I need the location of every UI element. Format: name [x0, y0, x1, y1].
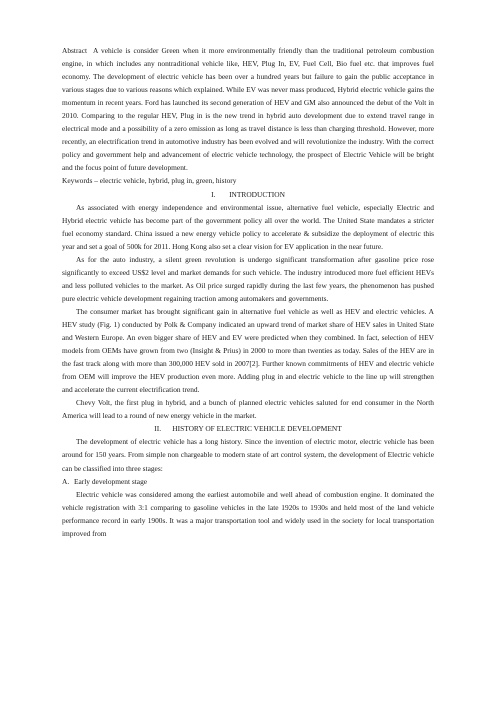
- section-number: II.: [154, 424, 162, 434]
- paragraph: Chevy Volt, the first plug in hybrid, and a bunch of planned electric vehicles saluted for end consumer in the North America will lead to a round of new energy vehicle in the market.: [62, 398, 434, 421]
- section-number: I.: [211, 189, 216, 199]
- subsection-letter: A.: [62, 476, 70, 486]
- section-title: HISTORY OF ELECTRIC VEHICLE DEVELOPMENT: [172, 424, 342, 434]
- abstract: [62, 44, 434, 174]
- paragraph: Electric vehicle was considered among the earliest automobile and well ahead of combustion engine. It dominated the vehicle registration with 3:1 comparing to gasoline vehicles in the late 1920s to 1930s and held most of the land vehicle performance record in early 1900s. It was a major transportation tool and widely used in the society for local transportation improved from: [62, 489, 434, 538]
- paragraph: As for the auto industry, a silent green revolution is undergo significant transformation after gasoline price rose significantly to exceed US$2 level and market demands for such vehicle. The industry introduced more fuel efficient HEVs and less polluted vehicles to the market. As Oil price surged rapidly during the last few years, the phenomenon has pushed pure electric vehicle development regaining traction among automakers and governments.: [62, 254, 434, 303]
- subsection-title: Early development stage: [74, 476, 148, 486]
- subsection-heading: [62, 475, 434, 488]
- section-heading-introduction: [62, 188, 434, 201]
- paragraph: As associated with energy independence and environmental issue, alternative fuel vehicle, especially Electric and Hybrid electric vehicle has become part of the government policy all over the world. The United State mandates a stricter fuel economy standard. China issued a new energy vehicle policy to accelerate & subsidize the deployment of electric this year and set a goal of 500k for 2011. Hong Kong also set a clear vision for EV application in the near future.: [62, 202, 434, 251]
- keywords: Keywords – electric vehicle, hybrid, plug in, green, history: [62, 176, 237, 186]
- abstract-text: A vehicle is consider Green when it more environmentally friendly than the traditional petroleum combustion engine, in which includes any nontraditional vehicle like, HEV, Plug In, EV, Fuel Cell, Bio fuel etc. that improves fuel economy. The development of electric vehicle has been over a hundred years but failure to gain the public acceptance in various stages due to various reasons which explained. While EV was never mass produced, Hybrid electric vehicle gains the momentum in recent years. Ford has launched its second generation of HEV and GM also announced the debut of the Volt in 2010. Comparing to the regular HEV, Plug in is the new trend in hybrid auto development due to extend travel range in electrical mode and a possibility of a zero emission as long as travel distance is less than charging threshold. However, more recently, an electrification trend in automotive industry has been evolved and will revolutionize the industry. With the correct policy and government help and advancement of electric vehicle technology, the prospect of Electric Vehicle will be bright and the focus point of future development.: [62, 46, 434, 173]
- page-content: [62, 44, 434, 540]
- paragraph: The development of electric vehicle has a long history. Since the invention of electric motor, electric vehicle has been around for 150 years. From simple non chargeable to modern state of art control system, the development of Electric vehicle can be classified into three stages:: [62, 437, 434, 473]
- abstract-label: Abstract: [62, 46, 88, 55]
- section-heading-history: [62, 422, 434, 435]
- section-title: INTRODUCTION: [229, 189, 285, 199]
- paragraph: The consumer market has brought significant gain in alternative fuel vehicle as well as HEV and electric vehicles. A HEV study (Fig. 1) conducted by Polk & Company indicated an upward trend of market share of HEV sales in United State and Western Europe. An even bigger share of HEV and EV were predicted when they combined. In fact, selection of HEV models from OEMs have grown from two (Insight & Prius) in 2000 to more than twenties as today. Sales of the HEV are in the fast track along with more than 300,000 HEV sold in 2007[2]. Further known commitments of HEV and electric vehicle from OEM will improve the HEV production even more. Adding plug in and electric vehicle to the line up will strengthen and accelerate the current electrification trend.: [62, 306, 434, 395]
